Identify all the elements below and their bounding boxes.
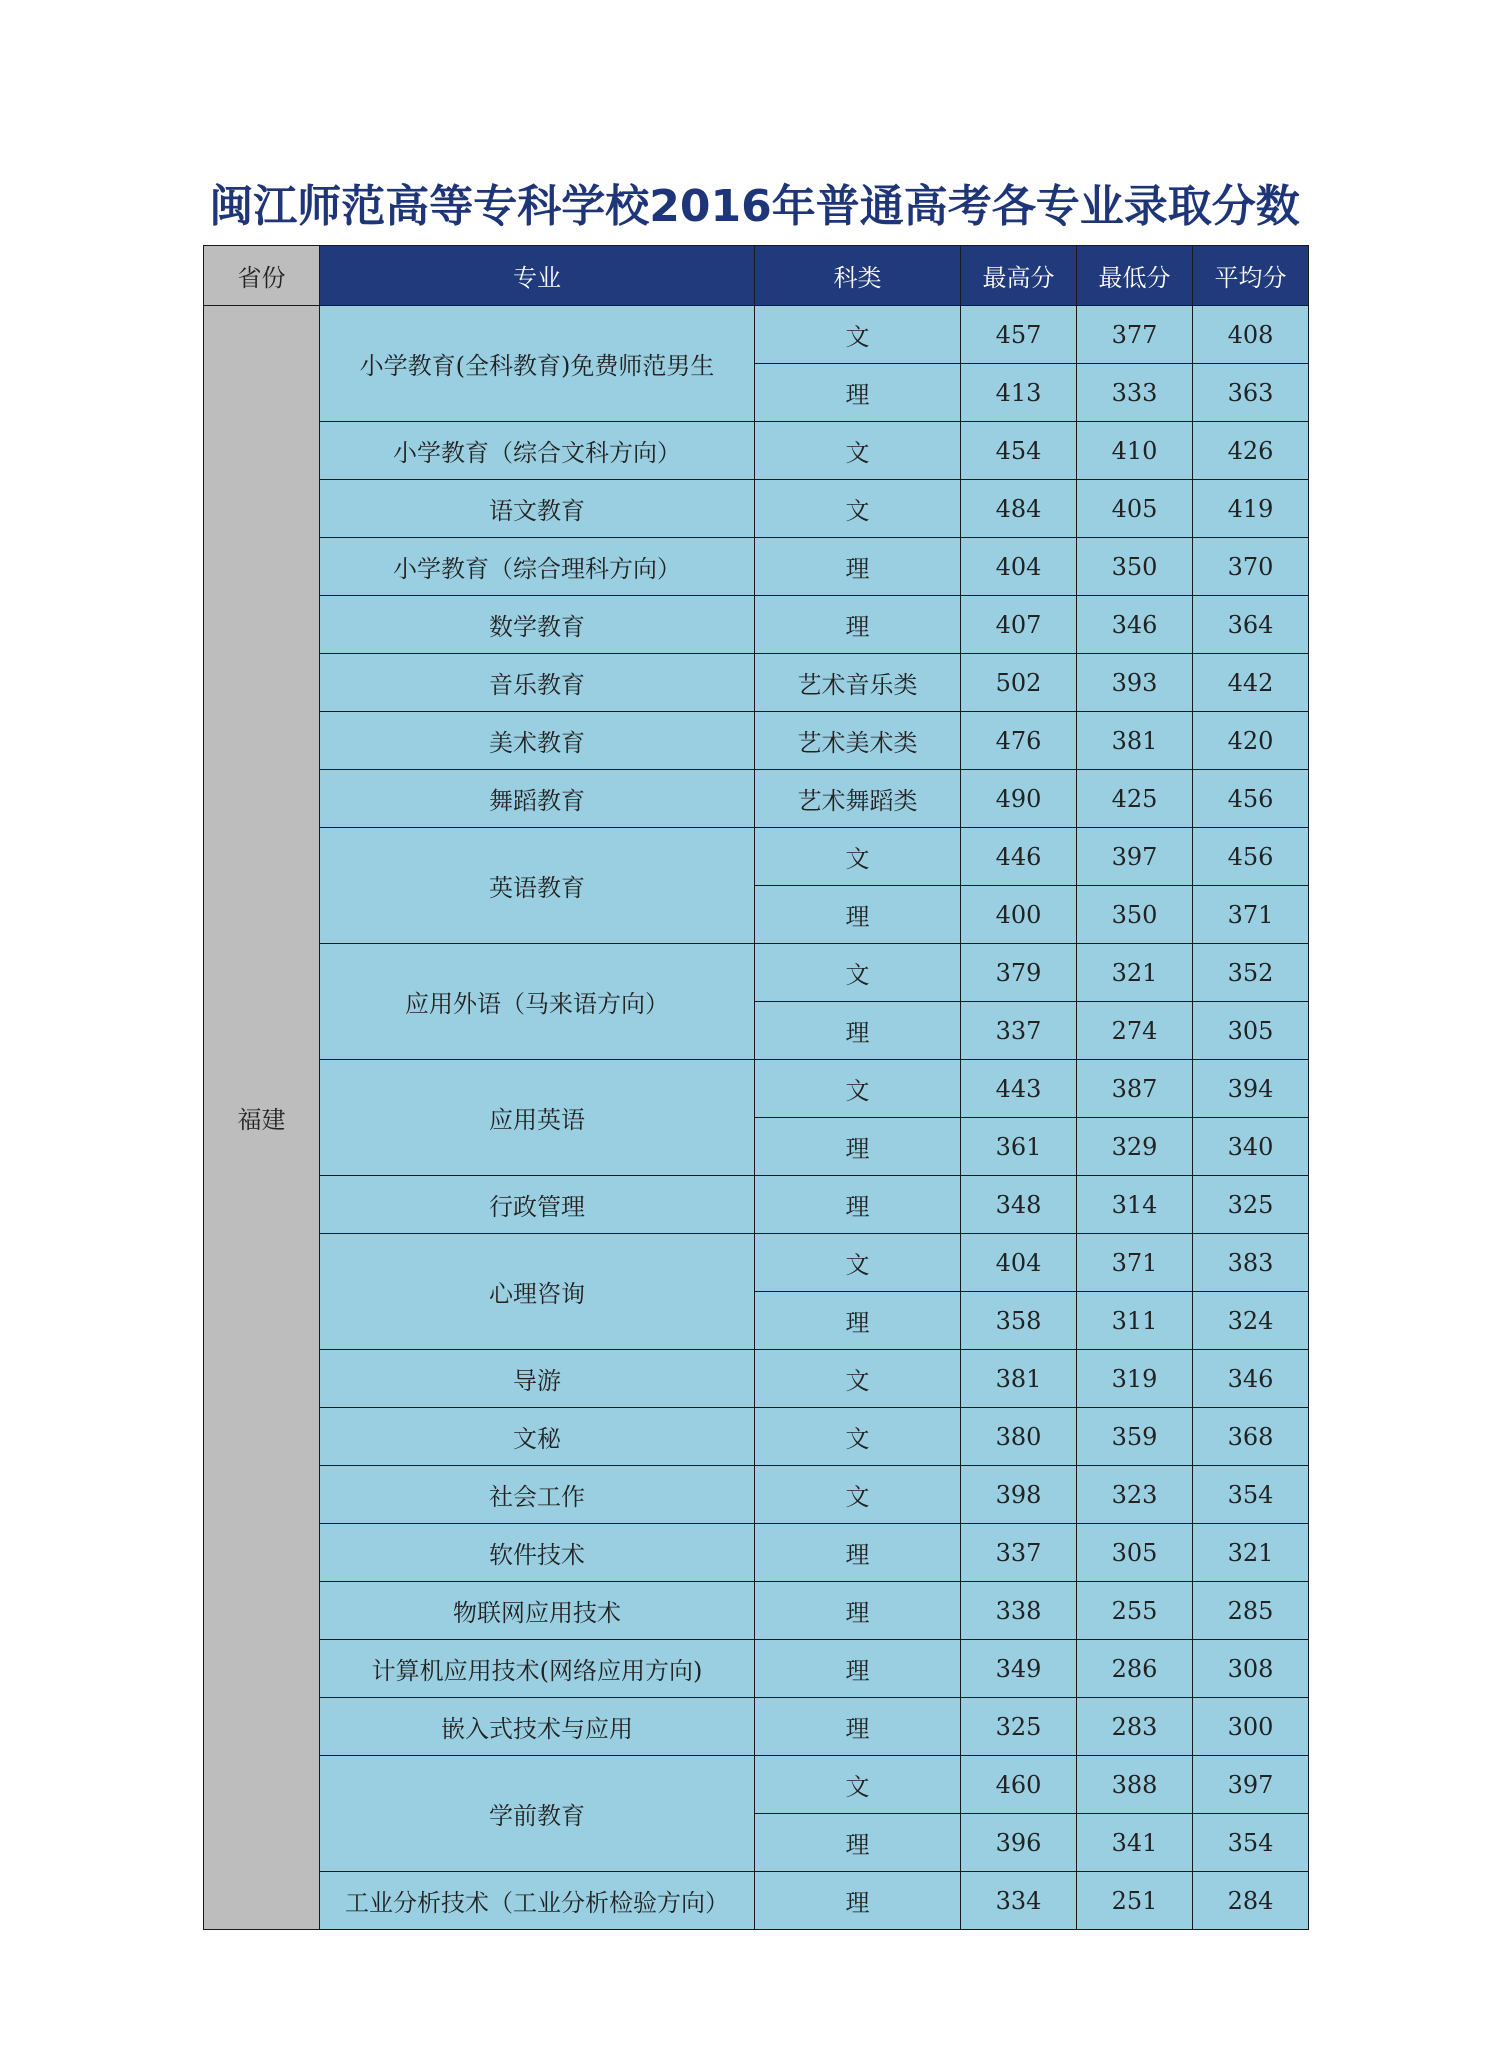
table-row bbox=[204, 654, 1309, 712]
major-cell: 心理咨询 bbox=[320, 1234, 755, 1350]
min-score-cell: 346 bbox=[1077, 596, 1193, 654]
max-score-cell: 413 bbox=[961, 364, 1077, 422]
header-major: 专业 bbox=[320, 246, 755, 306]
category-cell: 理 bbox=[755, 538, 961, 596]
major-cell: 行政管理 bbox=[320, 1176, 755, 1234]
max-score-cell: 379 bbox=[961, 944, 1077, 1002]
major-cell: 嵌入式技术与应用 bbox=[320, 1698, 755, 1756]
category-cell: 理 bbox=[755, 1814, 961, 1872]
major-cell: 导游 bbox=[320, 1350, 755, 1408]
min-score-cell: 381 bbox=[1077, 712, 1193, 770]
avg-score-cell: 397 bbox=[1193, 1756, 1309, 1814]
major-cell: 文秘 bbox=[320, 1408, 755, 1466]
max-score-cell: 338 bbox=[961, 1582, 1077, 1640]
max-score-cell: 361 bbox=[961, 1118, 1077, 1176]
max-score-cell: 404 bbox=[961, 1234, 1077, 1292]
major-cell: 小学教育（综合理科方向） bbox=[320, 538, 755, 596]
avg-score-cell: 368 bbox=[1193, 1408, 1309, 1466]
table-row bbox=[204, 1060, 1309, 1118]
avg-score-cell: 325 bbox=[1193, 1176, 1309, 1234]
avg-score-cell: 285 bbox=[1193, 1582, 1309, 1640]
min-score-cell: 397 bbox=[1077, 828, 1193, 886]
avg-score-cell: 305 bbox=[1193, 1002, 1309, 1060]
table-row bbox=[204, 1756, 1309, 1814]
avg-score-cell: 321 bbox=[1193, 1524, 1309, 1582]
header-province: 省份 bbox=[204, 246, 320, 306]
major-cell: 小学教育（综合文科方向） bbox=[320, 422, 755, 480]
min-score-cell: 371 bbox=[1077, 1234, 1193, 1292]
min-score-cell: 255 bbox=[1077, 1582, 1193, 1640]
table-header bbox=[204, 246, 1309, 306]
category-cell: 理 bbox=[755, 1582, 961, 1640]
category-cell: 文 bbox=[755, 828, 961, 886]
category-cell: 文 bbox=[755, 306, 961, 364]
avg-score-cell: 419 bbox=[1193, 480, 1309, 538]
max-score-cell: 407 bbox=[961, 596, 1077, 654]
avg-score-cell: 363 bbox=[1193, 364, 1309, 422]
min-score-cell: 305 bbox=[1077, 1524, 1193, 1582]
category-cell: 理 bbox=[755, 1292, 961, 1350]
table-row bbox=[204, 538, 1309, 596]
major-cell: 英语教育 bbox=[320, 828, 755, 944]
min-score-cell: 377 bbox=[1077, 306, 1193, 364]
header-max-score: 最高分 bbox=[961, 246, 1077, 306]
category-cell: 文 bbox=[755, 422, 961, 480]
max-score-cell: 502 bbox=[961, 654, 1077, 712]
table-row bbox=[204, 422, 1309, 480]
max-score-cell: 396 bbox=[961, 1814, 1077, 1872]
max-score-cell: 443 bbox=[961, 1060, 1077, 1118]
min-score-cell: 314 bbox=[1077, 1176, 1193, 1234]
major-cell: 应用外语（马来语方向） bbox=[320, 944, 755, 1060]
category-cell: 文 bbox=[755, 1756, 961, 1814]
header-row bbox=[204, 246, 1309, 306]
min-score-cell: 251 bbox=[1077, 1872, 1193, 1930]
avg-score-cell: 370 bbox=[1193, 538, 1309, 596]
max-score-cell: 380 bbox=[961, 1408, 1077, 1466]
category-cell: 理 bbox=[755, 886, 961, 944]
major-cell: 物联网应用技术 bbox=[320, 1582, 755, 1640]
min-score-cell: 341 bbox=[1077, 1814, 1193, 1872]
avg-score-cell: 346 bbox=[1193, 1350, 1309, 1408]
table-row bbox=[204, 828, 1309, 886]
table-row bbox=[204, 1582, 1309, 1640]
category-cell: 理 bbox=[755, 364, 961, 422]
max-score-cell: 334 bbox=[961, 1872, 1077, 1930]
major-cell: 语文教育 bbox=[320, 480, 755, 538]
table-row bbox=[204, 1466, 1309, 1524]
table-row bbox=[204, 944, 1309, 1002]
table-body bbox=[204, 306, 1309, 1930]
min-score-cell: 311 bbox=[1077, 1292, 1193, 1350]
category-cell: 艺术音乐类 bbox=[755, 654, 961, 712]
max-score-cell: 460 bbox=[961, 1756, 1077, 1814]
avg-score-cell: 371 bbox=[1193, 886, 1309, 944]
avg-score-cell: 442 bbox=[1193, 654, 1309, 712]
max-score-cell: 381 bbox=[961, 1350, 1077, 1408]
max-score-cell: 349 bbox=[961, 1640, 1077, 1698]
major-cell: 工业分析技术（工业分析检验方向） bbox=[320, 1872, 755, 1930]
max-score-cell: 454 bbox=[961, 422, 1077, 480]
min-score-cell: 319 bbox=[1077, 1350, 1193, 1408]
category-cell: 文 bbox=[755, 480, 961, 538]
category-cell: 文 bbox=[755, 1060, 961, 1118]
avg-score-cell: 354 bbox=[1193, 1466, 1309, 1524]
max-score-cell: 484 bbox=[961, 480, 1077, 538]
avg-score-cell: 324 bbox=[1193, 1292, 1309, 1350]
max-score-cell: 398 bbox=[961, 1466, 1077, 1524]
avg-score-cell: 352 bbox=[1193, 944, 1309, 1002]
avg-score-cell: 456 bbox=[1193, 770, 1309, 828]
category-cell: 艺术美术类 bbox=[755, 712, 961, 770]
table-row bbox=[204, 712, 1309, 770]
avg-score-cell: 383 bbox=[1193, 1234, 1309, 1292]
table-row bbox=[204, 1640, 1309, 1698]
major-cell: 音乐教育 bbox=[320, 654, 755, 712]
admission-scores-table bbox=[203, 245, 1309, 1930]
min-score-cell: 333 bbox=[1077, 364, 1193, 422]
category-cell: 文 bbox=[755, 944, 961, 1002]
table-row bbox=[204, 306, 1309, 364]
header-avg-score: 平均分 bbox=[1193, 246, 1309, 306]
major-cell: 计算机应用技术(网络应用方向) bbox=[320, 1640, 755, 1698]
category-cell: 理 bbox=[755, 1118, 961, 1176]
category-cell: 文 bbox=[755, 1466, 961, 1524]
min-score-cell: 350 bbox=[1077, 538, 1193, 596]
max-score-cell: 404 bbox=[961, 538, 1077, 596]
max-score-cell: 490 bbox=[961, 770, 1077, 828]
max-score-cell: 337 bbox=[961, 1524, 1077, 1582]
avg-score-cell: 340 bbox=[1193, 1118, 1309, 1176]
table-row bbox=[204, 1524, 1309, 1582]
max-score-cell: 348 bbox=[961, 1176, 1077, 1234]
max-score-cell: 337 bbox=[961, 1002, 1077, 1060]
page-title: 闽江师范高等专科学校2016年普通高考各专业录取分数 bbox=[209, 181, 1300, 233]
table-row bbox=[204, 1872, 1309, 1930]
major-cell: 数学教育 bbox=[320, 596, 755, 654]
avg-score-cell: 426 bbox=[1193, 422, 1309, 480]
min-score-cell: 286 bbox=[1077, 1640, 1193, 1698]
min-score-cell: 350 bbox=[1077, 886, 1193, 944]
category-cell: 艺术舞蹈类 bbox=[755, 770, 961, 828]
avg-score-cell: 284 bbox=[1193, 1872, 1309, 1930]
category-cell: 理 bbox=[755, 1176, 961, 1234]
major-cell: 学前教育 bbox=[320, 1756, 755, 1872]
table-row bbox=[204, 1176, 1309, 1234]
min-score-cell: 405 bbox=[1077, 480, 1193, 538]
min-score-cell: 359 bbox=[1077, 1408, 1193, 1466]
major-cell: 美术教育 bbox=[320, 712, 755, 770]
min-score-cell: 425 bbox=[1077, 770, 1193, 828]
category-cell: 理 bbox=[755, 1872, 961, 1930]
table-row bbox=[204, 1408, 1309, 1466]
category-cell: 理 bbox=[755, 1640, 961, 1698]
avg-score-cell: 354 bbox=[1193, 1814, 1309, 1872]
avg-score-cell: 300 bbox=[1193, 1698, 1309, 1756]
max-score-cell: 325 bbox=[961, 1698, 1077, 1756]
table-row bbox=[204, 1350, 1309, 1408]
avg-score-cell: 420 bbox=[1193, 712, 1309, 770]
table-row bbox=[204, 596, 1309, 654]
min-score-cell: 410 bbox=[1077, 422, 1193, 480]
table-row bbox=[204, 1698, 1309, 1756]
max-score-cell: 400 bbox=[961, 886, 1077, 944]
major-cell: 应用英语 bbox=[320, 1060, 755, 1176]
min-score-cell: 387 bbox=[1077, 1060, 1193, 1118]
category-cell: 文 bbox=[755, 1408, 961, 1466]
min-score-cell: 393 bbox=[1077, 654, 1193, 712]
header-min-score: 最低分 bbox=[1077, 246, 1193, 306]
avg-score-cell: 364 bbox=[1193, 596, 1309, 654]
max-score-cell: 476 bbox=[961, 712, 1077, 770]
major-cell: 社会工作 bbox=[320, 1466, 755, 1524]
province-cell: 福建 bbox=[204, 306, 320, 1930]
max-score-cell: 446 bbox=[961, 828, 1077, 886]
table-row bbox=[204, 1234, 1309, 1292]
category-cell: 理 bbox=[755, 1698, 961, 1756]
category-cell: 理 bbox=[755, 1002, 961, 1060]
header-category: 科类 bbox=[755, 246, 961, 306]
min-score-cell: 283 bbox=[1077, 1698, 1193, 1756]
max-score-cell: 358 bbox=[961, 1292, 1077, 1350]
table-row bbox=[204, 480, 1309, 538]
max-score-cell: 457 bbox=[961, 306, 1077, 364]
min-score-cell: 329 bbox=[1077, 1118, 1193, 1176]
table-row bbox=[204, 770, 1309, 828]
major-cell: 软件技术 bbox=[320, 1524, 755, 1582]
avg-score-cell: 408 bbox=[1193, 306, 1309, 364]
min-score-cell: 388 bbox=[1077, 1756, 1193, 1814]
category-cell: 文 bbox=[755, 1350, 961, 1408]
category-cell: 理 bbox=[755, 596, 961, 654]
avg-score-cell: 394 bbox=[1193, 1060, 1309, 1118]
min-score-cell: 274 bbox=[1077, 1002, 1193, 1060]
avg-score-cell: 456 bbox=[1193, 828, 1309, 886]
min-score-cell: 321 bbox=[1077, 944, 1193, 1002]
avg-score-cell: 308 bbox=[1193, 1640, 1309, 1698]
min-score-cell: 323 bbox=[1077, 1466, 1193, 1524]
category-cell: 文 bbox=[755, 1234, 961, 1292]
category-cell: 理 bbox=[755, 1524, 961, 1582]
major-cell: 舞蹈教育 bbox=[320, 770, 755, 828]
major-cell: 小学教育(全科教育)免费师范男生 bbox=[320, 306, 755, 422]
